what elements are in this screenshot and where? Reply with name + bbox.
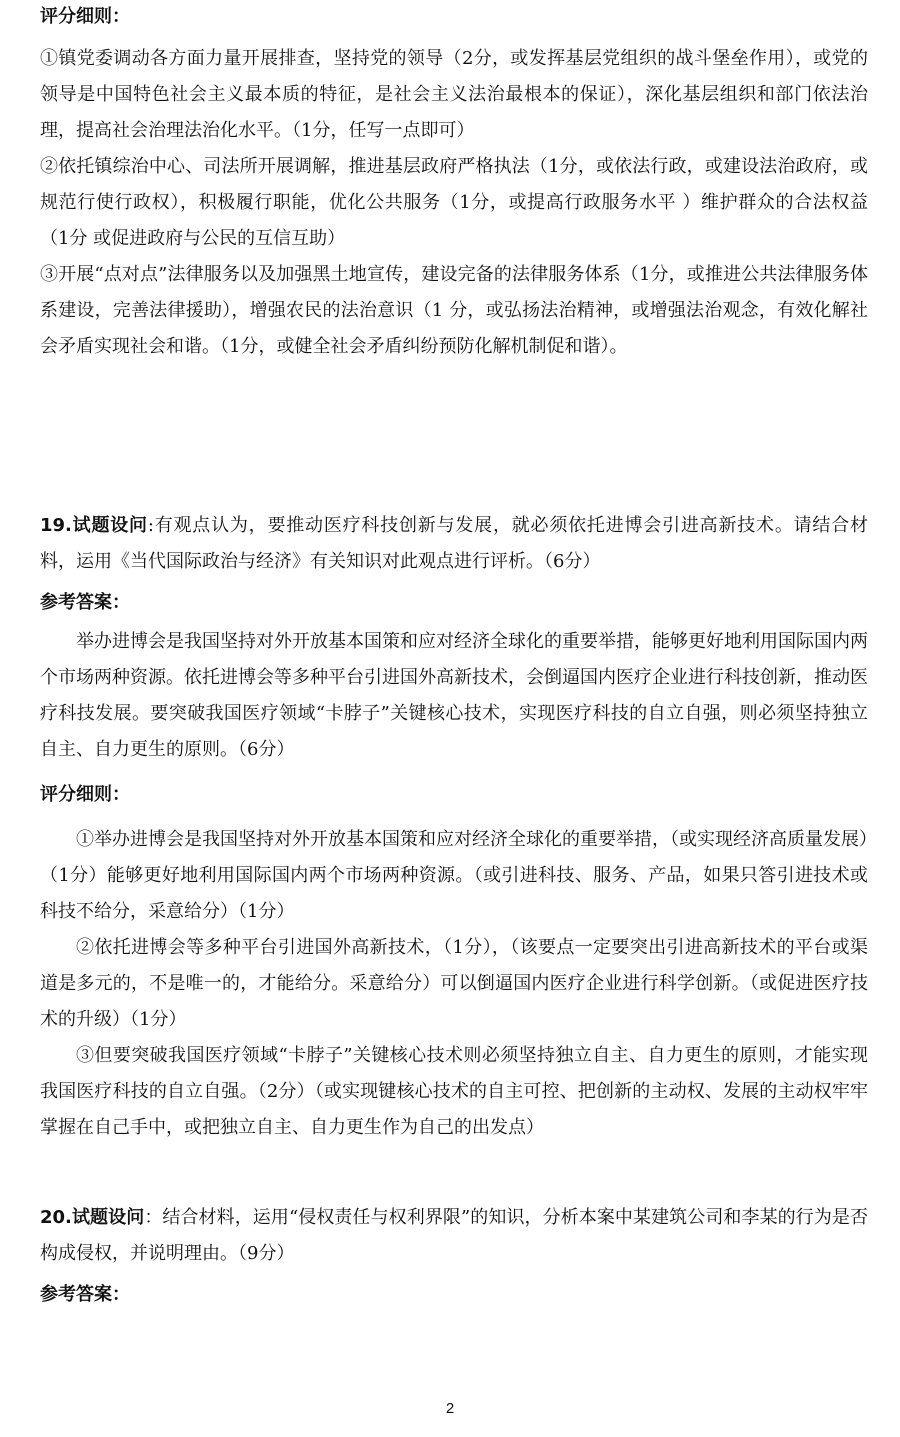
rubric-item: ③开展“点对点”法律服务以及加强黑土地宣传，建设完备的法律服务体系（1分，或推进公共法律服务体系建设，完善法律援助），增强农民的法治意识（1 分，或弘扬法治精神，或增强法治观念，有效化解社会矛盾实现社会和谐。（1分，或健全社会矛盾纠纷预防化解机制促和谐）。 — [40, 264, 868, 357]
answer-text: 举办进博会是我国坚持对外开放基本国策和应对经济全球化的重要举措，能够更好地利用国际国内两个市场两种资源。依托进博会等多种平台引进国外高新技术，会倒逼国内医疗企业进行科技创新，推动医疗科技发展。要突破我国医疗领域“卡脖子”关键核心技术，实现医疗科技的自立自强，则必须坚持独立自主、自力更生的原则。（6分） — [40, 631, 868, 760]
question-number: 20. — [40, 1207, 72, 1228]
rubric-item: ①镇党委调动各方面力量开展排查，坚持党的领导（2分，或发挥基层党组织的战斗堡垒作用），或党的领导是中国特色社会主义最本质的特征，是社会主义法治最根本的保证），深化基层组织和部门依法治理，提高社会治理法治化水平。（1分，任写一点即可） — [40, 48, 868, 141]
question-number: 19. — [40, 515, 72, 536]
question-label: 试题设问 — [71, 515, 148, 536]
rubric-item: ②依托进博会等多种平台引进国外高新技术，（1分），（该要点一定要突出引进高新技术的平台或渠道是多元的，不是唯一的，才能给分。采意给分）可以倒逼国内医疗企业进行科学创新。（或促进医疗技术的升级）（1分） — [40, 937, 868, 1030]
question-20 — [40, 1200, 868, 1308]
rubric-section-1 — [40, 4, 868, 365]
question-prompt — [40, 508, 868, 580]
rubric-heading: 评分细则： — [40, 784, 130, 805]
question-19 — [40, 508, 868, 1146]
rubric-item: ③但要突破我国医疗领域“卡脖子”关键核心技术则必须坚持独立自主、自力更生的原则，才能实现我国医疗科技的自立自强。（2分）（或实现键核心技术的自主可控、把创新的主动权、发展的主动权牢牢掌握在自己手中，或把独立自主、自力更生作为自己的出发点） — [40, 1045, 868, 1138]
question-prompt — [40, 1200, 868, 1272]
question-text: :有观点认为，要推动医疗科技创新与发展，就必须依托进博会引进高新技术。请结合材料，运用《当代国际政治与经济》有关知识对此观点进行评析。（6分） — [40, 515, 869, 572]
page-number: 2 — [445, 1400, 455, 1417]
question-label: 试题设问 — [71, 1207, 145, 1228]
rubric-item: ①举办进博会是我国坚持对外开放基本国策和应对经济全球化的重要举措，（或实现经济高质量发展）（1分）能够更好地利用国际国内两个市场两种资源。（或引进科技、服务、产品，如果只答引进技术或科技不给分，采意给分）（1分） — [40, 829, 868, 922]
question-text: ：结合材料，运用“侵权责任与权利界限”的知识，分析本案中某建筑公司和李某的行为是否构成侵权，并说明理由。（9分） — [40, 1207, 869, 1264]
answer-heading: 参考答案： — [40, 1284, 130, 1305]
rubric-item: ②依托镇综治中心、司法所开展调解，推进基层政府严格执法（1分，或依法行政，或建设法治政府，或规范行使行政权），积极履行职能，优化公共服务（1分，或提高行政服务水平 ）维护群众的合法权益（1分 或促进政府与公民的互信互助） — [40, 156, 868, 249]
rubric-heading: 评分细则： — [40, 6, 130, 27]
answer-heading: 参考答案： — [40, 592, 130, 613]
